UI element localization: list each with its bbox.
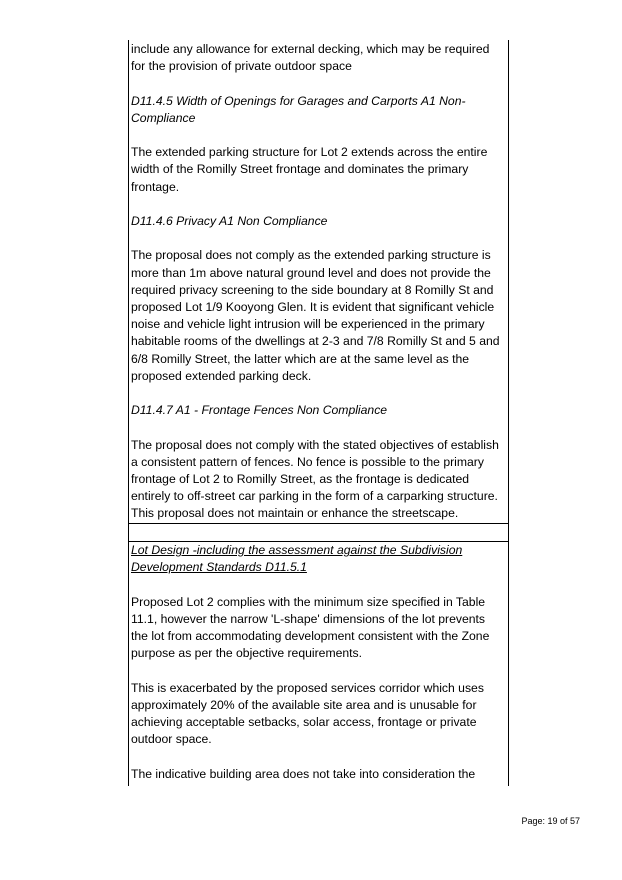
paragraph-lot-size: Proposed Lot 2 complies with the minimum size specified in Table 11.1, however the narrow 'L-shape' dimensions of the lot prevents the lot from accommodating development consistent with the Zone purpose as per the objective requirements.: [131, 594, 490, 661]
paragraph-fences: The proposal does not comply with the stated objectives of establish a consistent pattern of fences. No fence is possible to the primary frontage of Lot 2 to Romilly Street, as the frontage is dedicated entirely to off-street car parking in the form of a carparking structure. This proposal does not maintain or enhance the streetscape.: [131, 437, 499, 521]
table-row-divider-top: [128, 523, 509, 524]
heading-lot-design: Lot Design -including the assessment against the Subdivision Development Standards D11.5.1: [131, 543, 463, 575]
table-border-left: [128, 40, 129, 786]
paragraph-privacy: The proposal does not comply as the extended parking structure is more than 1m above natural ground level and does not provide the required privacy screening to the side boundary at 8 Romilly St and proposed Lot 1/9 Kooyong Glen. It is evident that significant vehicle noise and vehicle light intrusion will be experienced in the primary habitable rooms of the dwellings at 2-3 and 7/8 Romilly St and 5 and 6/8 Romilly Street, the latter which are at the same level as the proposed extended parking deck.: [131, 248, 500, 383]
heading-d11-4-5: D11.4.5 Width of Openings for Garages and Carports A1 Non-Compliance: [131, 93, 466, 125]
table-cell-lot-design: [131, 542, 505, 783]
page-number: Page: 19 of 57: [521, 816, 580, 826]
paragraph-parking-structure: The extended parking structure for Lot 2 extends across the entire width of the Romilly Street frontage and dominates the primary frontage.: [131, 145, 488, 194]
paragraph-services-corridor: This is exacerbated by the proposed services corridor which uses approximately 20% of the available site area and is unusable for achieving acceptable setbacks, solar access, frontage or private outdoor space.: [131, 680, 484, 747]
heading-d11-4-7: D11.4.7 A1 - Frontage Fences Non Compliance: [131, 403, 388, 418]
paragraph-decking: include any allowance for external decking, which may be required for the provision of private outdoor space: [131, 42, 490, 74]
table-cell-compliance: [131, 41, 505, 523]
paragraph-building-area: The indicative building area does not take into consideration the: [131, 766, 476, 781]
heading-d11-4-6: D11.4.6 Privacy A1 Non Compliance: [131, 213, 328, 228]
table-border-right: [508, 40, 509, 786]
